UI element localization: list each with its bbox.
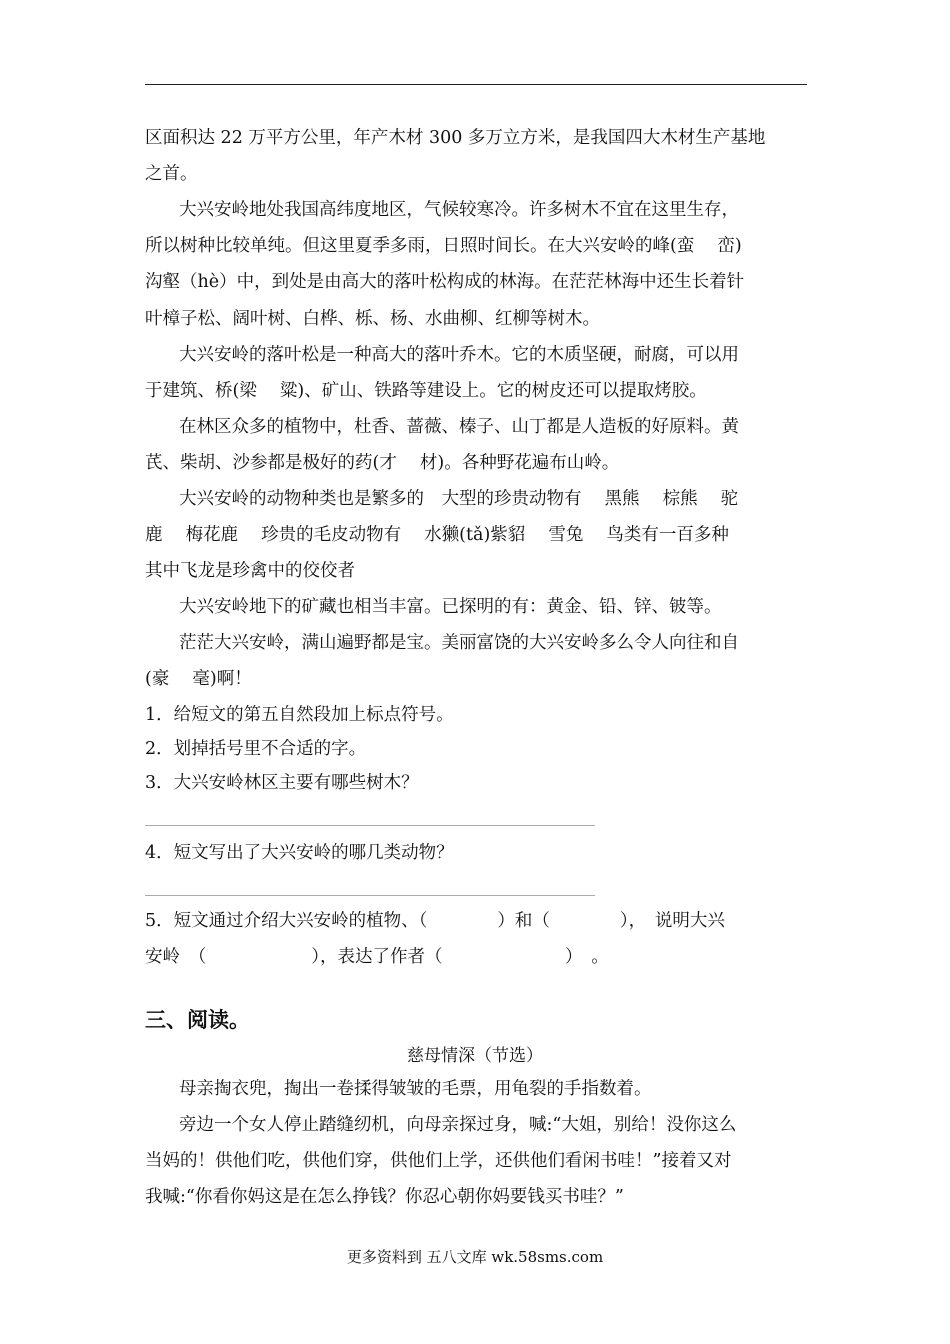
answer-line-3[interactable] xyxy=(145,825,595,826)
section-heading: 三、阅读。 xyxy=(145,1008,250,1032)
passage-line: 区面积达 22 万平方公里，年产木材 300 多万立方米，是我国四大木材生产基地 xyxy=(145,128,766,148)
reading-line: 母亲掏衣兜，掏出一卷揉得皱皱的毛票，用龟裂的手指数着。 xyxy=(179,1079,652,1099)
passage-line: 其中飞龙是珍禽中的佼佼者 xyxy=(145,561,355,581)
passage-line: 大兴安岭的落叶松是一种高大的落叶乔木。它的木质坚硬，耐腐，可以用 xyxy=(179,345,739,365)
question-2: 2．划掉括号里不合适的字。 xyxy=(145,739,367,759)
passage-line: 大兴安岭地下的矿藏也相当丰富。已探明的有：黄金、铅、锌、铍等。 xyxy=(179,597,722,617)
reading-title: 慈母情深（节选） xyxy=(407,1046,543,1066)
answer-line-4[interactable] xyxy=(145,895,595,896)
reading-line: 我喊:“你看你妈这是在怎么挣钱？你忍心朝你妈要钱买书哇？” xyxy=(145,1187,624,1207)
passage-line: 之首。 xyxy=(145,164,198,184)
question-5-cont: 安岭 （ ），表达了作者（ ） 。 xyxy=(145,947,609,967)
question-3: 3．大兴安岭林区主要有哪些树木？ xyxy=(145,773,419,793)
reading-line: 旁边一个女人停止踏缝纫机，向母亲探过身，喊:“大姐，别给！没你这么 xyxy=(179,1115,737,1135)
passage-line: 鹿 梅花鹿 珍贵的毛皮动物有 水獭(tǎ)紫貂 雪兔 鸟类有一百多种 xyxy=(145,525,729,545)
passage-line: 所以树种比较单纯。但这里夏季多雨，日照时间长。在大兴安岭的峰(蛮 峦) xyxy=(145,236,742,256)
reading-line: 当妈的！供他们吃，供他们穿，供他们上学，还供他们看闲书哇！”接着又对 xyxy=(145,1151,732,1171)
header-rule xyxy=(145,84,807,85)
passage-line: (豪 毫)啊！ xyxy=(145,669,252,689)
question-4: 4．短文写出了大兴安岭的哪几类动物？ xyxy=(145,843,454,863)
question-5: 5．短文通过介绍大兴安岭的植物、（ ）和（ ）， 说明大兴 xyxy=(145,911,725,931)
passage-line: 大兴安岭地处我国高纬度地区，气候较寒冷。许多树木不宜在这里生存， xyxy=(179,200,739,220)
footer-text: 更多资料到 五八文库 wk.58sms.com xyxy=(346,1248,604,1266)
question-1: 1．给短文的第五自然段加上标点符号。 xyxy=(145,705,454,725)
passage-line: 大兴安岭的动物种类也是繁多的 大型的珍贵动物有 黑熊 棕熊 驼 xyxy=(179,489,739,509)
passage-line: 在林区众多的植物中，杜香、蔷薇、榛子、山丁都是人造板的好原料。黄 xyxy=(179,417,739,437)
passage-line: 于建筑、桥(梁 粱)、矿山、铁路等建设上。它的树皮还可以提取烤胶。 xyxy=(145,381,707,401)
passage-line: 叶樟子松、阔叶树、白桦、栎、杨、水曲柳、红柳等树木。 xyxy=(145,309,600,329)
passage-line: 芪、柴胡、沙参都是极好的药(才 材)。各种野花遍布山岭。 xyxy=(145,453,620,473)
passage-line: 沟壑（hè）中，到处是由高大的落叶松构成的林海。在茫茫林海中还生长着针 xyxy=(145,272,745,292)
passage-line: 茫茫大兴安岭，满山遍野都是宝。美丽富饶的大兴安岭多么令人向往和自 xyxy=(179,633,739,653)
